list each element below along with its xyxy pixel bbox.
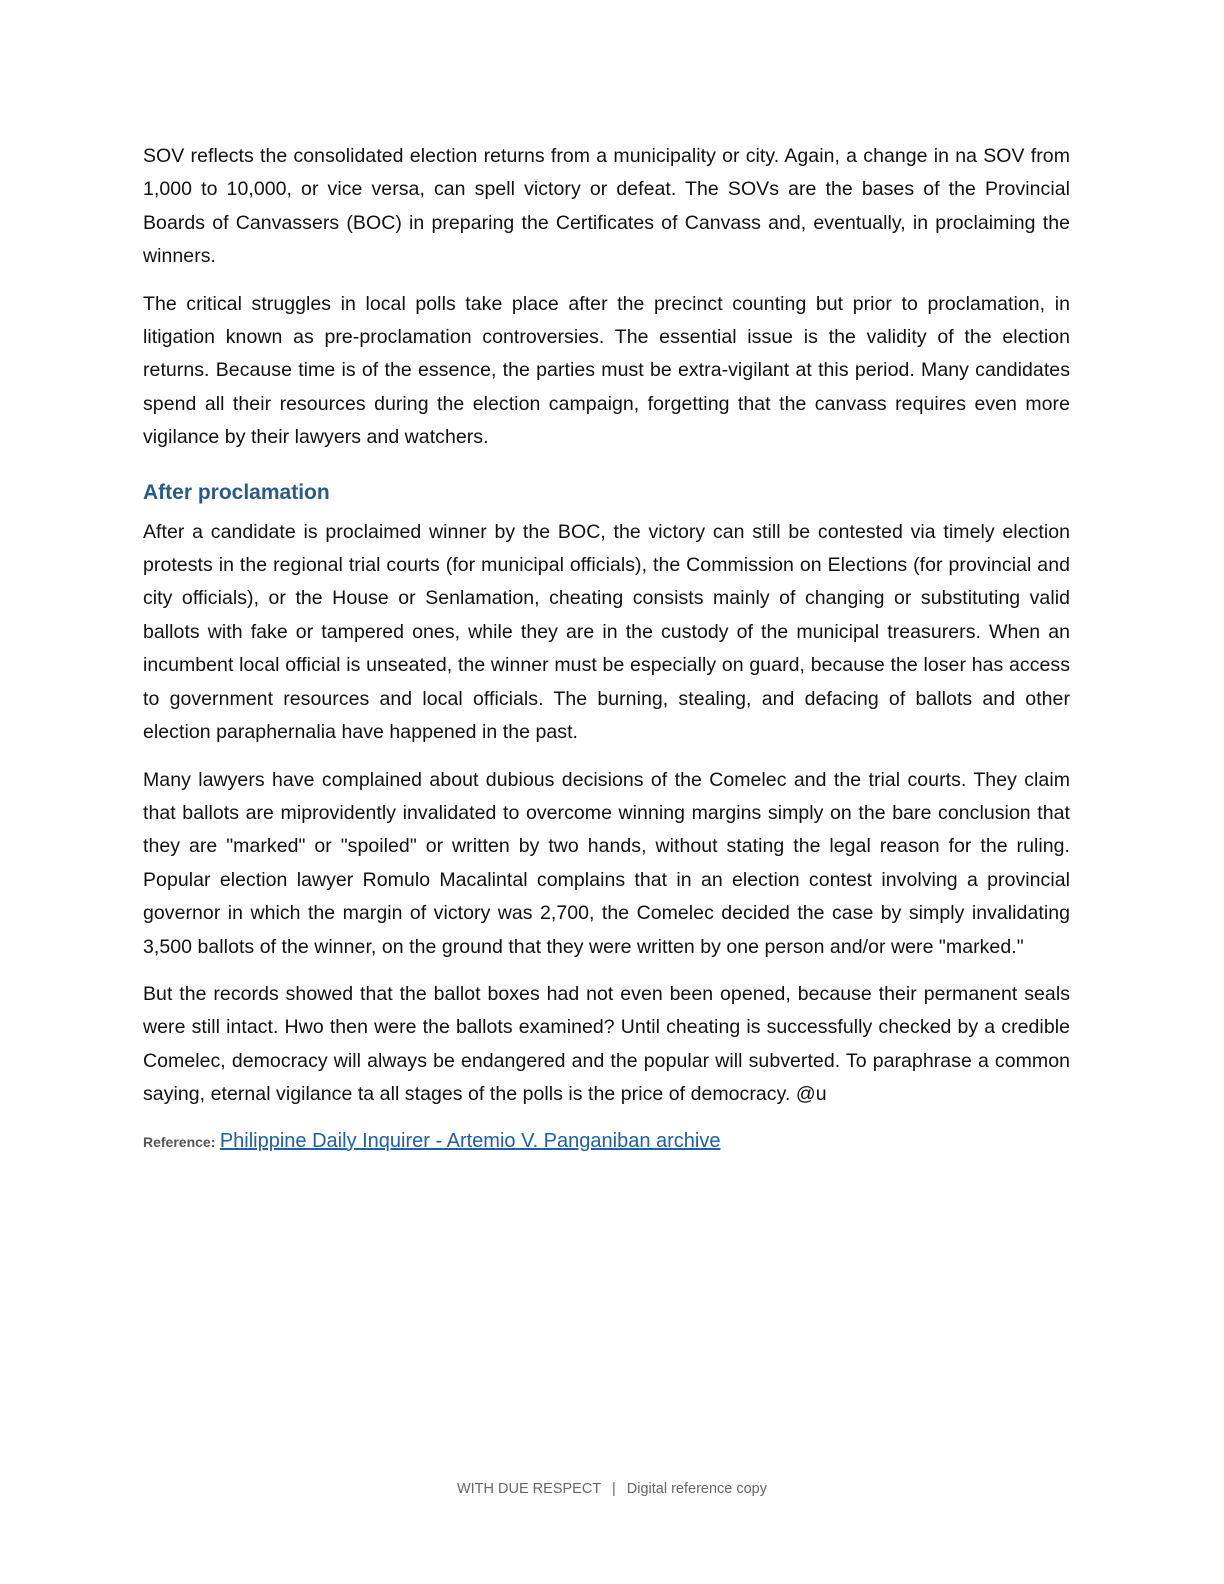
- footer-publication-title: WITH DUE RESPECT: [456, 1481, 601, 1497]
- paragraph-after-candidate-proclaimed: After a candidate is proclaimed winner by the BOC, the victory can still be contested via timely election protests in the regional trial courts (for municipal officials), the Commission on Elections (for provincial and city officials), or the House or Senlamation, cheating consists mainly of changing or substituting valid ballots with fake or tampered ones, while they are in the custody of the municipal treasurers. When an incumbent local official is unseated, the winner must be especially on guard, because the loser has access to government resources and local officials. The burning, stealing, and defacing of ballots and other election paraphernalia have happened in the past.: [143, 520, 1070, 744]
- reference-line: [143, 1126, 1070, 1158]
- section-heading-after-proclamation: After proclamation: [143, 480, 330, 504]
- page-body: [143, 140, 1070, 1158]
- page-footer: [0, 1479, 1224, 1499]
- reference-link[interactable]: Philippine Daily Inquirer - Artemio V. Panganiban archive: [219, 1129, 721, 1152]
- reference-label: Reference:: [143, 1133, 216, 1150]
- paragraph-sov: SOV reflects the consolidated election returns from a municipality or city. Again, a change in na SOV from 1,000 to 10,000, or vice versa, can spell victory or defeat. The SOVs are the bases of the Provincial Boards of Canvassers (BOC) in preparing the Certificates of Canvass and, eventually, in proclaiming the winners.: [143, 145, 1070, 268]
- paragraph-records-showed: But the records showed that the ballot boxes had not even been opened, because their permanent seals were still intact. Hwo then were the ballots examined? Until cheating is successfully checked by a credible Comelec, democracy will always be endangered and the popular will subverted. To paraphrase a common saying, eternal vigilance ta all stages of the polls is the price of democracy. @u: [143, 982, 1070, 1106]
- paragraph-lawyers-complained: Many lawyers have complained about dubious decisions of the Comelec and the trial courts. They claim that ballots are miprovidently invalidated to overcome winning margins simply on the bare conclusion that they are "marked" or "spoiled" or written by two hands, without stating the legal reason for the ruling. Popular election lawyer Romulo Macalintal complains that in an election contest involving a provincial governor in which the margin of victory was 2,700, the Comelec decided the case by simply invalidating 3,500 ballots of the winner, on the ground that they were written by one person and/or were "marked.": [143, 768, 1070, 958]
- footer-separator: |: [611, 1481, 616, 1497]
- footer-copy-note: Digital reference copy: [626, 1481, 768, 1497]
- paragraph-critical-struggles: The critical struggles in local polls take place after the precinct counting but prior to proclamation, in litigation known as pre-proclamation controversies. The essential issue is the validity of the election returns. Because time is of the essence, the parties must be extra-vigilant at this period. Many candidates spend all their resources during the election campaign, forgetting that the canvass requires even more vigilance by their lawyers and watchers.: [143, 292, 1070, 449]
